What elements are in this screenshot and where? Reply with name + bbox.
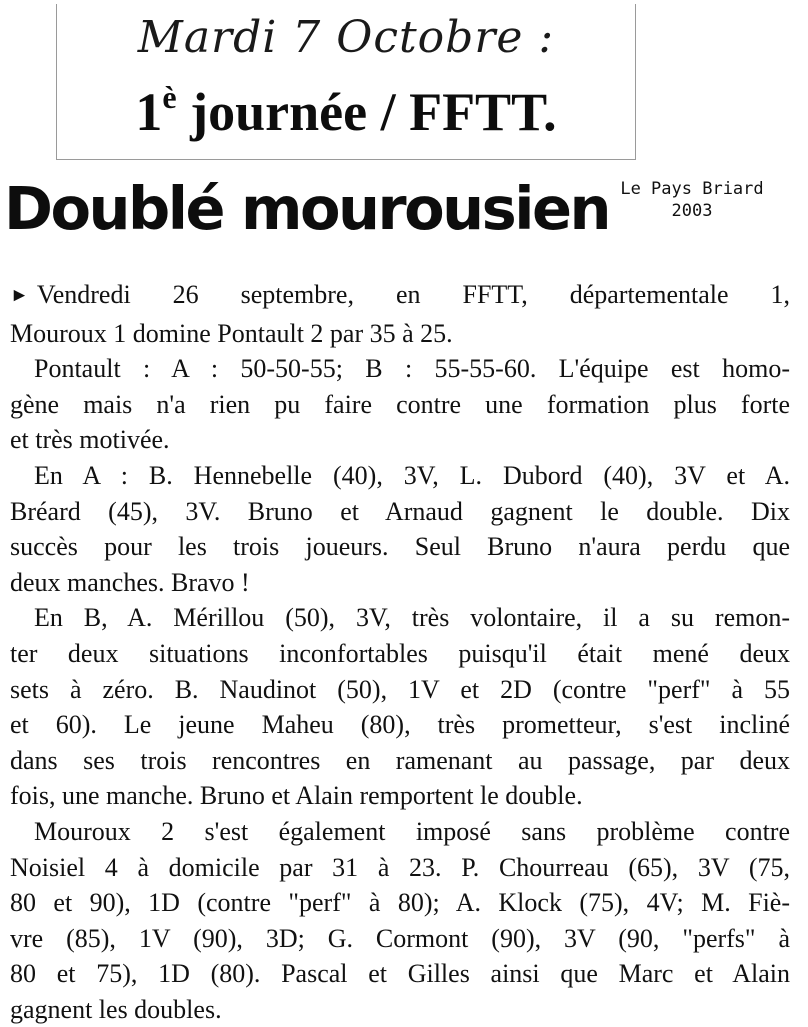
article-line: En B, A. Mérillou (50), 3V, très volontaire, il a su remon- xyxy=(34,603,790,633)
article-line: Pontault : A : 50-50-55; B : 55-55-60. L'équipe est homo- xyxy=(34,354,790,384)
article-line: gagnent les doubles. xyxy=(10,994,222,1024)
source-name: Le Pays Briard xyxy=(620,179,764,199)
article-line: dans ses trois rencontres en ramenant au passage, par deux xyxy=(10,745,790,775)
article-line: Mouroux 2 s'est également imposé sans problème contre xyxy=(34,816,790,846)
journee-line xyxy=(57,79,635,142)
journee-number: 1 xyxy=(135,82,163,142)
article-line: Mouroux 1 domine Pontault 2 par 35 à 25. xyxy=(10,318,453,348)
header-box xyxy=(56,4,636,160)
source-year: 2003 xyxy=(671,201,713,221)
article-line: sets à zéro. B. Naudinot (50), 1V et 2D (contre "perf" à 55 xyxy=(10,674,790,704)
bullet-arrow-icon: ► xyxy=(10,285,29,306)
article-line: En A : B. Hennebelle (40), 3V, L. Dubord (40), 3V et A. xyxy=(34,460,790,490)
article-line: 80 et 90), 1D (contre "perf" à 80); A. Klock (75), 4V; M. Fiè- xyxy=(10,888,790,918)
article-line: Noisiel 4 à domicile par 31 à 23. P. Chourreau (65), 3V (75, xyxy=(10,852,790,882)
article-line-text: Vendredi 26 septembre, en FFTT, départementale 1, xyxy=(36,280,790,309)
headline: Doublé mourousien xyxy=(4,174,610,243)
article-line: gène mais n'a rien pu faire contre une formation plus forte xyxy=(10,389,790,419)
article-body xyxy=(10,277,790,1027)
article-line: ter deux situations inconfortables puisqu'il était mené deux xyxy=(10,638,790,668)
article-line: et 60). Le jeune Maheu (80), très prometteur, s'est incliné xyxy=(10,710,790,740)
source-credit xyxy=(576,178,808,222)
article-line: fois, une manche. Bruno et Alain remportent le double. xyxy=(10,781,583,811)
article-line: succès pour les trois joueurs. Seul Bruno n'aura perdu que xyxy=(10,532,790,562)
article-line: 80 et 75), 1D (80). Pascal et Gilles ainsi que Marc et Alain xyxy=(10,959,790,989)
article-line: vre (85), 1V (90), 3D; G. Cormont (90), 3V (90, "perfs" à xyxy=(10,923,790,953)
article-line: deux manches. Bravo ! xyxy=(10,567,250,597)
date-line: Mardi 7 Octobre : xyxy=(137,12,555,63)
article-line: et très motivée. xyxy=(10,425,170,455)
journee-superscript: è xyxy=(162,79,177,115)
journee-rest: journée / FFTT. xyxy=(176,82,557,142)
article-line: Bréard (45), 3V. Bruno et Arnaud gagnent le double. Dix xyxy=(10,496,790,526)
article-line xyxy=(10,277,790,316)
